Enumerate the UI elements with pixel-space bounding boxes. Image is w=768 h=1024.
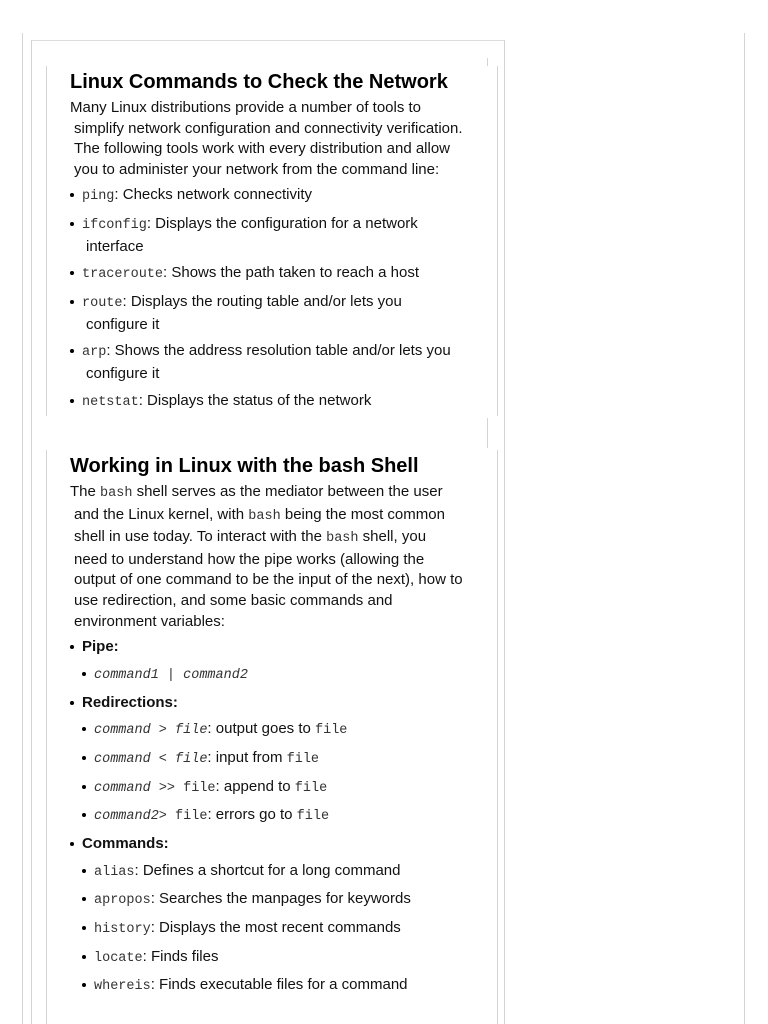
list-item xyxy=(82,888,490,911)
intro-text: shell serves as the mediator between the user xyxy=(132,483,443,500)
intro-line: need to understand how the pipe works (allowing the xyxy=(74,550,425,568)
command-description: : Displays the configuration for a network xyxy=(146,214,418,232)
redirect-target: file xyxy=(315,723,348,739)
page-right-rule xyxy=(744,33,745,1024)
intro-line xyxy=(70,505,490,528)
redirect-code: command > file xyxy=(94,723,208,739)
inline-code: bash xyxy=(248,508,281,524)
section-intro xyxy=(70,98,490,180)
list-item xyxy=(70,213,490,257)
intro-line: simplify network configuration and connectivity verification. xyxy=(74,119,463,137)
list-item xyxy=(82,946,490,969)
redirect-description: : append to xyxy=(215,777,295,795)
command-name: route xyxy=(82,295,123,311)
list-item xyxy=(82,917,490,940)
card-top-border xyxy=(31,40,505,41)
command-description: : Displays the routing table and/or lets you xyxy=(122,292,402,310)
command-description: : Searches the manpages for keywords xyxy=(150,890,411,908)
intro-text: and the Linux kernel, with xyxy=(74,505,249,523)
page-left-rule xyxy=(22,33,23,1024)
list-item xyxy=(82,776,490,799)
command-description: : Displays the status of the network xyxy=(138,391,372,409)
command-description: : Shows the address resolution table and/or lets you xyxy=(106,342,451,360)
command-name: locate xyxy=(94,950,143,966)
intro-line: Many Linux distributions provide a number of tools to xyxy=(70,99,422,116)
list-item xyxy=(82,747,490,770)
intro-line xyxy=(70,482,490,505)
section-bash-shell xyxy=(70,453,490,1003)
command-description: : Finds files xyxy=(142,947,219,965)
command-description: : Finds executable files for a command xyxy=(150,976,408,994)
sec1-left-rule xyxy=(46,66,47,416)
list-item xyxy=(82,718,490,741)
redirect-code: command < file xyxy=(94,751,208,767)
command-description-wrap: configure it xyxy=(86,365,160,383)
pipe-example: command1 | command2 xyxy=(94,667,248,683)
intro-line: The following tools work with every distribution and allow xyxy=(74,140,451,158)
command-name: apropos xyxy=(94,893,151,909)
card-right-border xyxy=(504,40,505,1024)
sec2-corner-tick xyxy=(487,418,488,448)
list-item xyxy=(70,184,490,207)
intro-text: shell in use today. To interact with the xyxy=(74,528,327,546)
section-network-commands xyxy=(70,69,490,418)
command-name: traceroute xyxy=(82,267,164,283)
command-name: history xyxy=(94,922,151,938)
section-title: Linux Commands to Check the Network xyxy=(70,71,448,93)
command-name: ping xyxy=(82,189,115,205)
list-item xyxy=(70,291,490,335)
commands-heading: Commands: xyxy=(70,833,490,854)
section-intro xyxy=(70,482,490,632)
inline-code: bash xyxy=(100,486,133,501)
sec1-corner-tick xyxy=(487,58,488,66)
command-description: : Defines a shortcut for a long command xyxy=(134,861,401,879)
list-item xyxy=(82,663,490,686)
command-name: arp xyxy=(82,345,107,361)
intro-line: use redirection, and some basic commands and xyxy=(74,591,393,609)
redirect-description: : output goes to xyxy=(207,720,315,738)
redirect-description: : input from xyxy=(207,748,287,766)
list-item xyxy=(82,860,490,883)
pipe-heading: Pipe: xyxy=(70,636,490,657)
list-item xyxy=(70,262,490,285)
intro-line xyxy=(70,527,490,550)
redirect-code-rest: file xyxy=(166,809,208,825)
section-title: Working in Linux with the bash Shell xyxy=(70,455,419,477)
intro-line: output of one command to be the input of the next), how to xyxy=(74,571,463,589)
redirect-code: command2> xyxy=(94,809,167,825)
sec1-right-rule xyxy=(497,66,498,416)
intro-text: shell, you xyxy=(358,528,427,546)
redirect-code-rest: >> file xyxy=(150,780,216,796)
redirect-description: : errors go to xyxy=(207,806,297,824)
list-item xyxy=(82,974,490,997)
command-name: ifconfig xyxy=(82,217,147,233)
command-name: alias xyxy=(94,864,135,880)
bash-topics-list xyxy=(70,636,490,997)
intro-line: you to administer your network from the command line: xyxy=(74,160,440,178)
command-name: whereis xyxy=(94,979,151,995)
redirect-target: file xyxy=(296,809,330,825)
card-left-border xyxy=(31,40,32,1024)
sec2-right-rule xyxy=(497,450,498,1024)
list-item xyxy=(70,390,490,413)
command-description: : Displays the most recent commands xyxy=(150,919,401,937)
command-description-wrap: configure it xyxy=(86,315,160,333)
list-item xyxy=(70,340,490,384)
redirect-target: file xyxy=(286,751,320,767)
intro-text: The xyxy=(70,483,101,500)
command-description: : Shows the path taken to reach a host xyxy=(163,264,420,282)
sec2-left-rule xyxy=(46,450,47,1024)
inline-code: bash xyxy=(326,531,359,547)
intro-line: environment variables: xyxy=(74,612,225,630)
list-item xyxy=(82,804,490,827)
redirect-code: command xyxy=(94,780,151,796)
network-tools-list xyxy=(70,184,490,413)
command-name: netstat xyxy=(82,394,139,410)
redirect-target: file xyxy=(294,780,328,796)
command-description: : Checks network connectivity xyxy=(114,186,312,204)
intro-text: being the most common xyxy=(280,505,445,523)
command-description-wrap: interface xyxy=(86,237,144,255)
redirections-heading: Redirections: xyxy=(70,692,490,713)
